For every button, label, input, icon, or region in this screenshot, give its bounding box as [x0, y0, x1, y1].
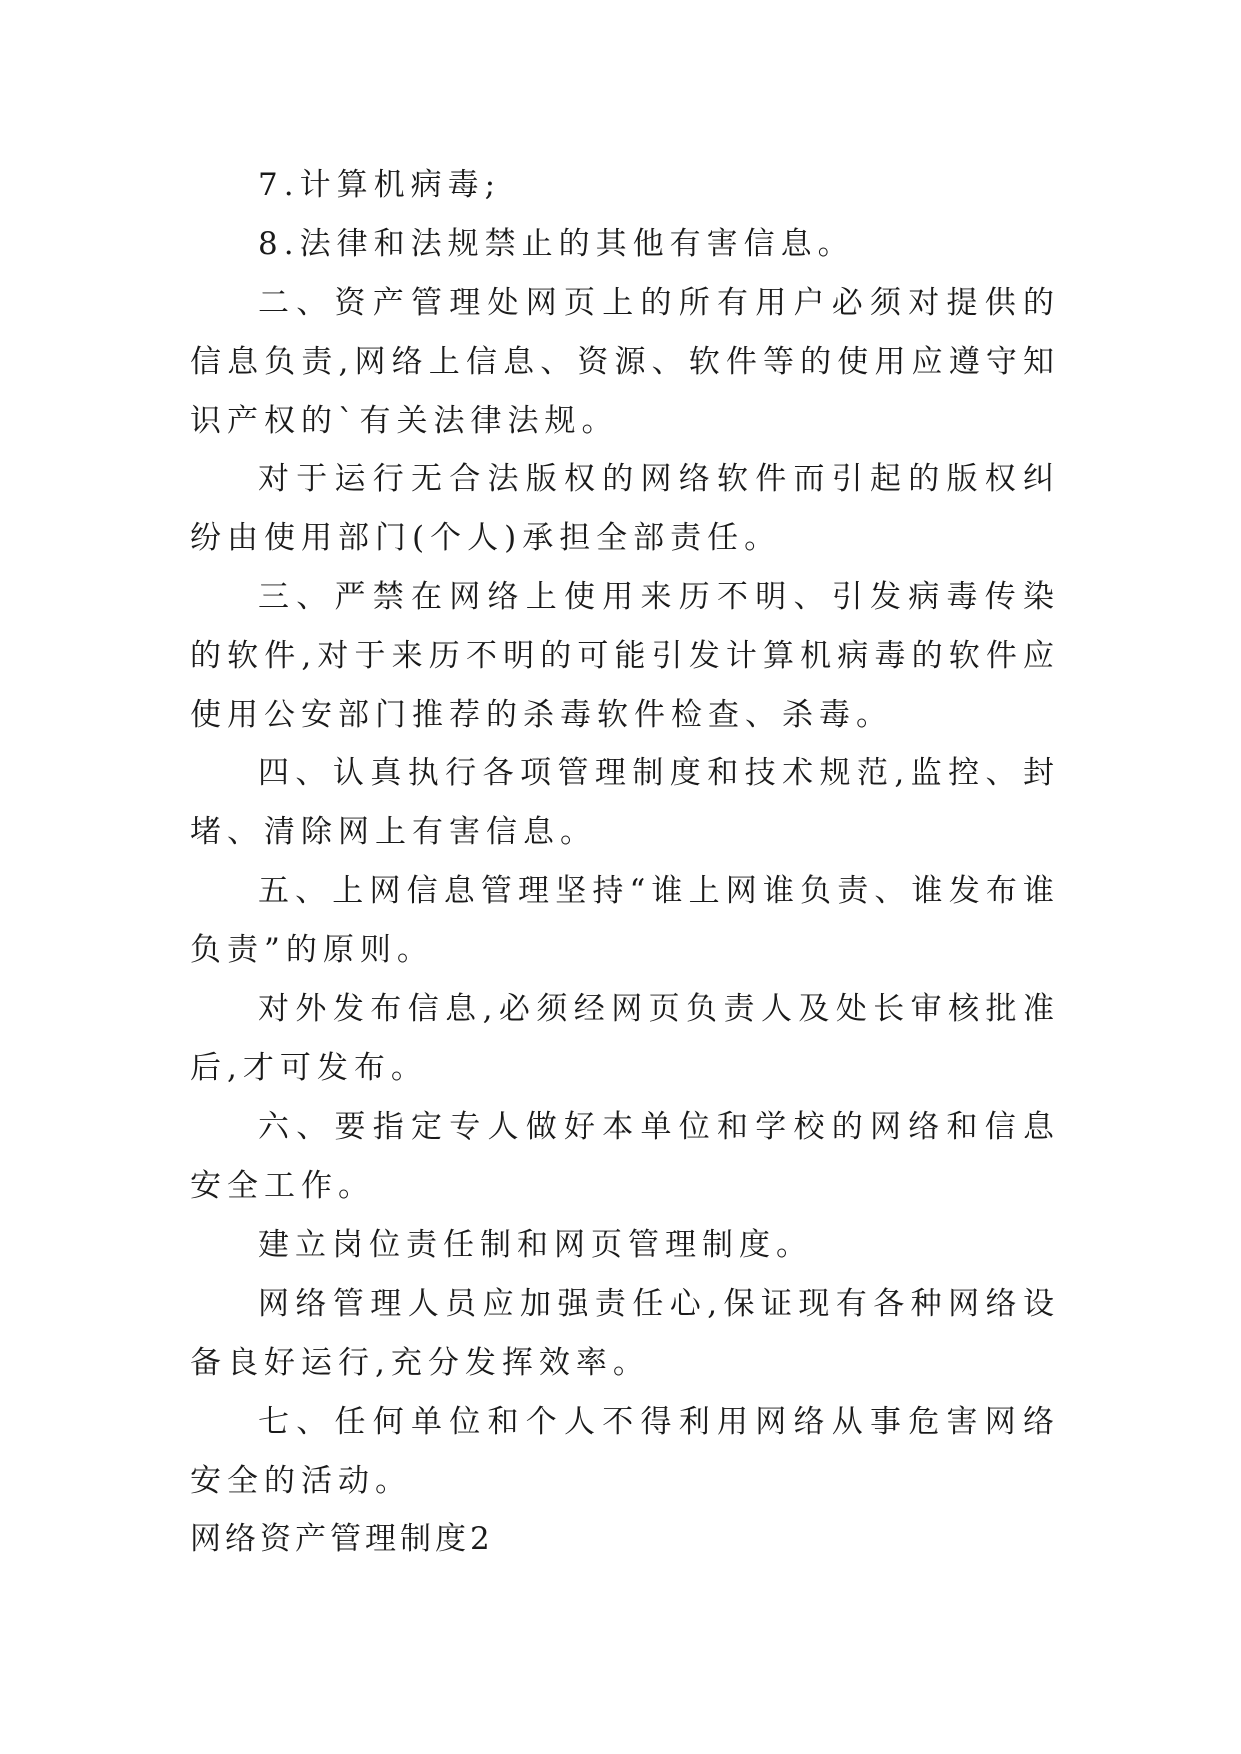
paragraph-copyright: 对于运行无合法版权的网络软件而引起的版权纠纷由使用部门(个人)承担全部责任。 — [190, 461, 1060, 556]
paragraph-section-3: 三、严禁在网络上使用来历不明、引发病毒传染的软件,对于来历不明的可能引发计算机病毒的软件应使用公安部门推荐的杀毒软件检查、杀毒。 — [190, 579, 1060, 733]
paragraph-section-5: 五、上网信息管理坚持“谁上网谁负责、谁发布谁负责”的原则。 — [190, 873, 1060, 968]
paragraph-section-2: 二、资产管理处网页上的所有用户必须对提供的信息负责,网络上信息、资源、软件等的使用应遵守知识产权的`有关法律法规。 — [190, 285, 1060, 439]
paragraph-section-6: 六、要指定专人做好本单位和学校的网络和信息安全工作。 — [190, 1109, 1060, 1204]
paragraph-publish-rule: 对外发布信息,必须经网页负责人及处长审核批准后,才可发布。 — [190, 991, 1060, 1086]
section-heading: 网络资产管理制度2 — [190, 1521, 494, 1557]
paragraph-section-7: 七、任何单位和个人不得利用网络从事危害网络安全的活动。 — [190, 1404, 1060, 1499]
paragraph-item-7: 7.计算机病毒; — [258, 167, 502, 203]
paragraph-section-4: 四、认真执行各项管理制度和技术规范,监控、封堵、清除网上有害信息。 — [190, 755, 1060, 850]
paragraph-item-8: 8.法律和法规禁止的其他有害信息。 — [258, 226, 855, 262]
paragraph-network-staff: 网络管理人员应加强责任心,保证现有各种网络设备良好运行,充分发挥效率。 — [190, 1286, 1060, 1381]
paragraph-responsibility-system: 建立岗位责任制和网页管理制度。 — [258, 1227, 813, 1263]
